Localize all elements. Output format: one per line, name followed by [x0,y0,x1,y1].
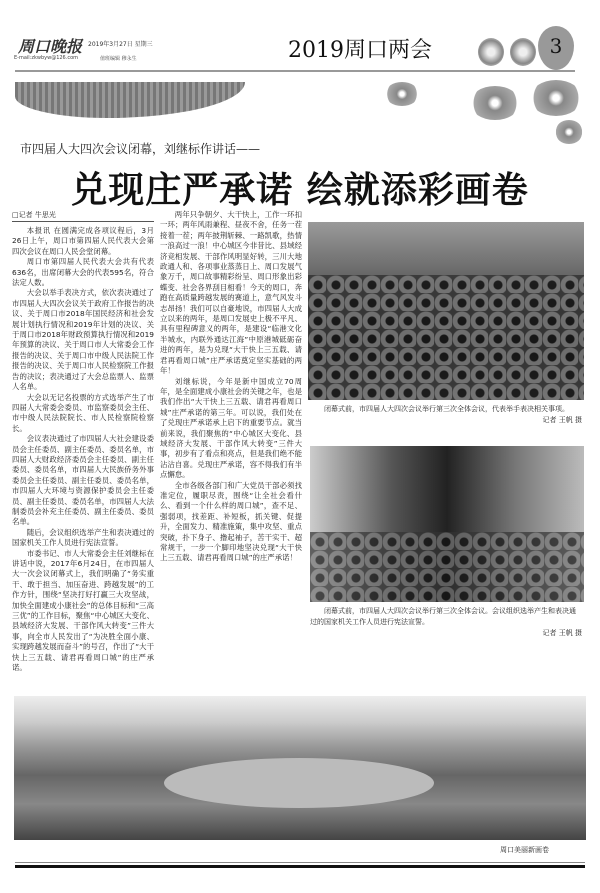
paragraph: 两年只争朝夕、大干快上，工作一环扣一环；两年风雨兼程、昼夜不舍，任务一茬接着一茬；两年披荆斩棘、一路凯歌，热情一浪高过一浪！中心城区今非昔比、县域经济竞相发展、干部作风明显好转，三川大地政通人和、各项事业蒸蒸日上、周口发展气象万千，周口故事精彩纷呈、周口形象出彩蝶变、社会各界刮目相看！今天的周口，奔跑在高质量跨越发展的赛道上，意气风发斗志昂扬！我们可以自豪地说，市四届人大成立以来的两年，是周口发展史上极不平凡、具有里程碑意义的两年，是建设“临港文化半城水，内联外通达江海”中原港城砥砺奋进的两年，是为兑现“大干快上三五载、请君再看周口城”庄严承诺奠定坚实基础的两年！ [160,210,302,376]
article-kicker: 市四届人大四次会议闭幕，刘继标作讲话—— [20,142,261,156]
caption-text: 闭幕式前，市四届人大四次会议举行第三次全体会议，代表举手表决相关事项。 [324,405,569,413]
photo-caption-1 [310,404,582,426]
paragraph: 会议表决通过了市四届人大社会建设委员会主任委员、副主任委员、委员名单，市四届人大财政经济委员会主任委员、副主任委员、委员名单，市四届人大民族侨务外事委员会主任委员、副主任委员、委员名单，市四届人大环境与资源保护委员会主任委员、副主任委员、委员名单，市四届人大法制委员会补充主任委员、副主任委员、委员名单。 [12,434,154,527]
article-body-columns [12,210,302,690]
paragraph: 市委书记、市人大常委会主任刘继标在讲话中说，2017年6月24日，在市四届人大一次会议闭幕式上，我们明确了“务实重干、敢于担当、加压奋进、跨越发展”的工作方针，围绕“坚决打好打赢三大攻坚战，加快全面建成小康社会”的总体目标和“三高三优”的工作目标，聚焦“中心城区大变化、县域经济大发展、干部作风大转变”三件大事，向全市人民发出了“为决胜全面小康、实现跨越发展而奋斗”的号召，作出了“大干快上三五载、请君再看周口城”的庄严承诺。 [12,548,154,673]
paragraph: 全市各级各部门和广大党员干部必须找准定位，履职尽责，围绕“让全社会看什么、看到一个什么样的周口城”，查不足、强弱项，找差距、补短板，抓关键、促提升，全面发力、精准施策，集中攻坚、重点突破，扑下身子、撸起袖子，苦干实干、超常规干，一步一个脚印地坚决兑现“大干快上三五载、请君再看周口城”的庄严承诺！ [160,480,302,563]
paragraph: 本报讯 在圆满完成各项议程后，3月26日上午，周口市第四届人民代表大会第四次会议在周口人民会堂闭幕。 [12,226,154,256]
lake-shape [164,758,434,808]
paragraph: 刘继标说，今年是新中国成立70周年，是全面建成小康社会的关键之年，也是我们作出“大干快上三五载、请君再看周口城”庄严承诺的第三年。可以说，我们处在了兑现庄严承诺承上启下的重要节点。就当前来说，我们聚焦的“中心城区大变化、县域经济大发展、干部作风大转变”三件大事，初步有了看点和亮点，但是我们绝不能沾沾自喜。兑现庄严承诺，容不得我们有半点懈怠。 [160,376,302,480]
photo-oath-ceremony [310,446,584,602]
caption-text: 闭幕式前，市四届人大四次会议举行第三次全体会议。会议组织选举产生和表决通过的国家机关工作人员进行宪法宣誓。 [310,607,576,626]
cppcc-emblem-icon [510,38,536,66]
paragraph: 随后，会议组织选举产生和表决通过的国家机关工作人员进行宪法宣誓。 [12,527,154,548]
flower-decoration-icon [530,80,582,116]
header-divider [15,70,575,72]
flower-decoration-icon [470,86,520,120]
panorama-caption: 周口美丽新画卷 [500,846,549,854]
paragraph: 大会以举手表决方式，依次表决通过了市四届人大四次会议关于政府工作报告的决议、关于周口市2018年国民经济和社会发展计划执行情况和2019年计划的决议、关于周口市2018年财政预算执行情况和2019年预算的决议、关于周口市人大常委会工作报告的决议、关于周口市中级人民法院工作报告的决议、关于周口市人民检察院工作报告的决议；表决通过了大会总监票人、监票人名单。 [12,288,154,392]
contact-email: E-mail:zkwbyw@126.com [14,55,79,61]
photo-delegates-voting [308,222,584,400]
national-emblem-icon [478,38,504,66]
photo-caption-2 [310,606,582,639]
flower-decoration-icon [555,120,583,144]
duty-editor: 值班编辑 穆永生 [100,56,137,62]
paragraph: 大会以无记名投票的方式选举产生了市四届人大常委会委员、市监察委员会主任、市中级人民法院院长、市人民检察院检察长。 [12,392,154,433]
article-byline: □记者 牛思光 [12,210,154,222]
photo-credit: 记者 王帆 摄 [542,629,582,637]
curtain-decoration [15,82,245,118]
city-panorama-photo [14,696,586,840]
section-title: 2019周口两会 [288,38,432,63]
flower-decoration-icon [385,82,419,106]
newspaper-masthead: 周口晚报 [18,37,83,56]
footer-divider [15,862,585,863]
photo-credit: 记者 王帆 摄 [542,416,582,424]
footer-divider-thick [15,865,585,868]
issue-date: 2019年3月27日 星期三 [88,41,153,48]
paragraph: 周口市第四届人民代表大会共有代表636名，出席闭幕大会的代表595名，符合法定人数。 [12,257,154,288]
page-number-badge: 3 [538,26,574,70]
article-headline: 兑现庄严承诺 绘就添彩画卷 [71,169,529,211]
